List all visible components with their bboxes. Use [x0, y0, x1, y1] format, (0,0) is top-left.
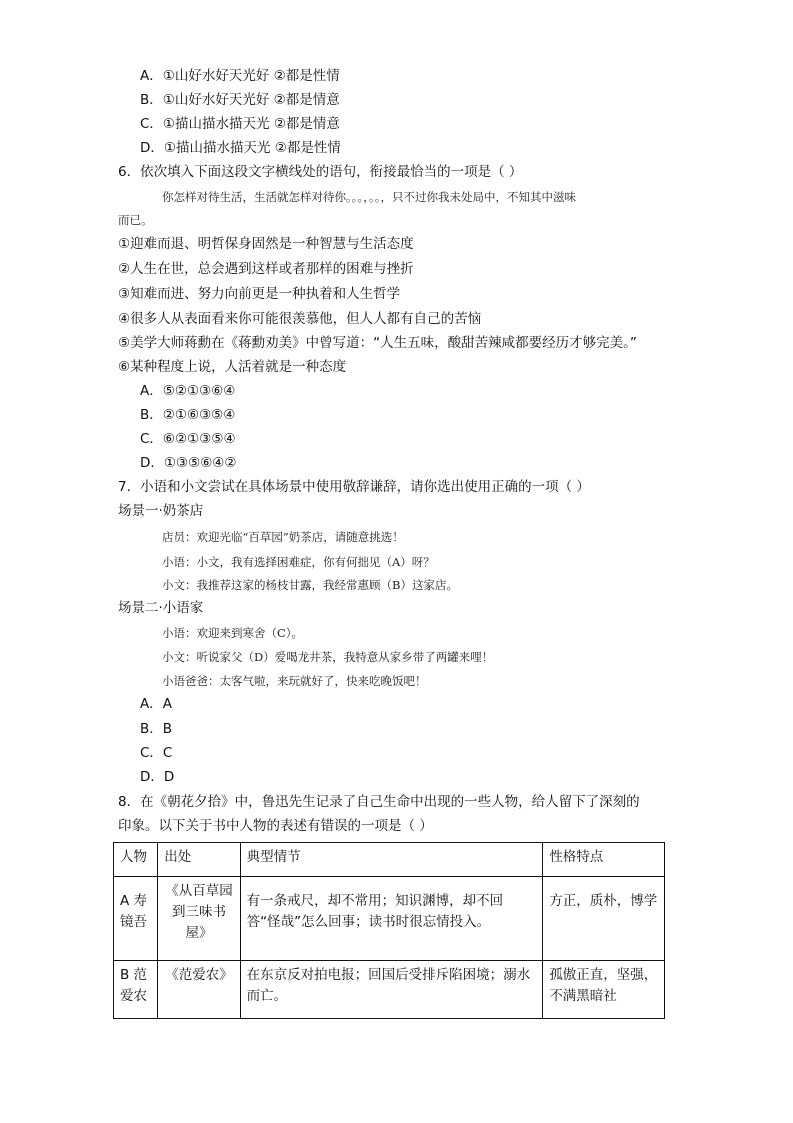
q5-option-b: B．①山好水好天光好 ②都是情意: [140, 92, 340, 108]
q7-scene2-line1: 小语：欢迎来到寒舍（C）。: [162, 626, 304, 640]
q6-sentence-3: ③知难而进、努力向前更是一种执着和人生哲学: [118, 286, 401, 302]
q8-stem-line1: 8．在《朝花夕拾》中，鲁迅先生记录了自己生命中出现的一些人物，给人留下了深刻的: [118, 794, 640, 810]
table-header-row: [114, 843, 665, 877]
row-a-source: 《从百草园到三味书屋》: [158, 877, 240, 961]
q5-option-d: D．①描山描水描天光 ②都是性情: [140, 140, 341, 156]
q8-stem-line2: 印象。以下关于书中人物的表述有错误的一项是（ ）: [118, 818, 433, 834]
table-row: [114, 877, 665, 961]
q7-scene2-line3: 小语爸爸：太客气啦，来玩就好了，快来吃晚饭吧！: [162, 674, 427, 688]
header-person: 人物: [114, 843, 158, 877]
q7-option-c: C．C: [140, 745, 173, 761]
header-source: 出处: [158, 843, 240, 877]
row-a-trait: 方正，质朴，博学: [543, 877, 665, 961]
q6-sentence-2: ②人生在世，总会遇到这样或者那样的困难与挫折: [118, 261, 414, 277]
q7-scene2-line2: 小文：听说家父（D）爱喝龙井茶，我特意从家乡带了两罐来哩！: [162, 650, 494, 664]
q7-scene1-line3: 小文：我推荐这家的杨枝甘露，我经常惠顾（B）这家店。: [162, 578, 458, 592]
row-a-person: A 寿镜吾: [114, 877, 158, 961]
q6-option-c: C．⑥②①③⑤④: [140, 431, 236, 447]
row-a-plot: 有一条戒尺，却不常用；知识渊博，却不回答“怪哉”怎么回事；读书时很忘情投入。: [240, 877, 543, 961]
q6-passage-line2: 而已。: [118, 213, 153, 227]
q7-option-d: D．D: [140, 769, 175, 785]
q7-scene2-title: 场景二·小语家: [118, 600, 204, 616]
character-table: [113, 842, 665, 1019]
q6-option-d: D．①③⑤⑥④②: [140, 455, 237, 471]
row-b-person: B 范爱农: [114, 961, 158, 1019]
row-b-plot: 在东京反对拍电报；回国后受排斥陷困境；溺水而亡。: [240, 961, 543, 1019]
header-trait: 性格特点: [543, 843, 665, 877]
q7-option-b: B．B: [140, 721, 173, 737]
q7-option-a: A．A: [140, 696, 172, 712]
q5-option-a: A．①山好水好天光好 ②都是性情: [140, 68, 340, 84]
row-b-source: 《范爱农》: [158, 961, 240, 1019]
q6-sentence-1: ①迎难而退、明哲保身固然是一种智慧与生活态度: [118, 236, 414, 252]
header-plot: 典型情节: [240, 843, 543, 877]
q7-scene1-line2: 小语：小文，我有选择困难症，你有何拙见（A）呀？: [162, 555, 435, 569]
q6-option-a: A．⑤②①③⑥④: [140, 383, 236, 399]
q7-scene1-line1: 店员：欢迎光临“百草园”奶茶店，请随意挑选！: [162, 530, 404, 544]
q6-stem: 6．依次填入下面这段文字横线处的语句，衔接最恰当的一项是（ ）: [118, 164, 523, 180]
q7-scene1-title: 场景一·奶茶店: [118, 503, 204, 519]
q6-passage-line1: 你怎样对待生活，生活就怎样对待你。。。，。。，只不过你我未处局中，不知其中滋味: [162, 190, 576, 204]
q6-sentence-5: ⑤美学大师蒋勳在《蒋勳劝美》中曾写道：“人生五味，酸甜苦辣咸都要经历才够完美。”: [118, 335, 637, 351]
q7-stem: 7．小语和小文尝试在具体场景中使用敬辞谦辞，请你选出使用正确的一项（ ）: [118, 479, 590, 495]
table-row: [114, 961, 665, 1019]
row-b-trait: 孤傲正直，坚强，不满黑暗社: [543, 961, 665, 1019]
q6-sentence-6: ⑥某种程度上说，人活着就是一种态度: [118, 359, 347, 375]
q6-option-b: B．②①⑥③⑤④: [140, 407, 236, 423]
q5-option-c: C．①描山描水描天光 ②都是情意: [140, 116, 340, 132]
q6-sentence-4: ④很多人从表面看来你可能很羡慕他，但人人都有自己的苦恼: [118, 311, 482, 327]
